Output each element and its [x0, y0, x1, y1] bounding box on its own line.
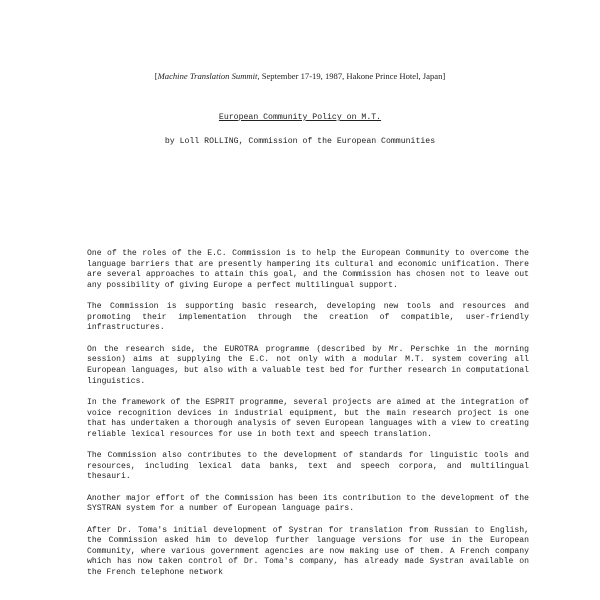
paragraph: On the research side, the EUROTRA programme (described by Mr. Perschke in the morning session) aims at supplying the E.C. not only with a modular M.T. system covering all European languages, but also with a valuable test bed for further research in computational linguistics. [87, 344, 529, 386]
paper-title: European Community Policy on M.T. [218, 113, 382, 122]
citation-details: , September 17-19, 1987, Hakone Prince Hotel, Japan [257, 71, 443, 81]
paragraph: After Dr. Toma's initial development of Systran for translation from Russian to English, the Commission asked him to develop further language versions for use in the European Community, where various government agencies are now making use of them. A French company which has now taken control of Dr. Toma's company, has already made Systran available on the French telephone network [87, 525, 529, 578]
citation-venue: Machine Translation Summit [157, 71, 258, 81]
body-text [87, 249, 529, 589]
citation-close-bracket: ] [442, 71, 446, 81]
author-byline: by Loll ROLLING, Commission of the European Communities [164, 137, 436, 146]
paper-title-block [0, 113, 600, 122]
citation-open-bracket: [ [154, 71, 158, 81]
paragraph: One of the roles of the E.C. Commission is to help the European Community to overcome the language barriers that are presently hampering its cultural and economic unification. There are several approaches to attain this goal, and the Commission has chosen not to leave out any possibility of giving Europe a perfect multilingual support. [87, 249, 529, 290]
paragraph: The Commission is supporting basic research, developing new tools and resources and promoting their implementation through the creation of compatible, user-friendly infrastructures. [87, 302, 529, 333]
paragraph: In the framework of the ESPRIT programme, several projects are aimed at the integration of voice recognition devices in industrial equipment, but the main research project is one that has undertaken a thorough analysis of seven European languages with a view to creating reliable lexical resources for use in both text and speech translation. [87, 397, 529, 439]
paragraph: Another major effort of the Commission has been its contribution to the development of the SYSTRAN system for a number of European language pairs. [87, 493, 529, 514]
paragraph: The Commission also contributes to the development of standards for linguistic tools and resources, including lexical data banks, text and speech corpora, and multilingual thesauri. [87, 451, 529, 482]
citation-header [0, 71, 600, 81]
